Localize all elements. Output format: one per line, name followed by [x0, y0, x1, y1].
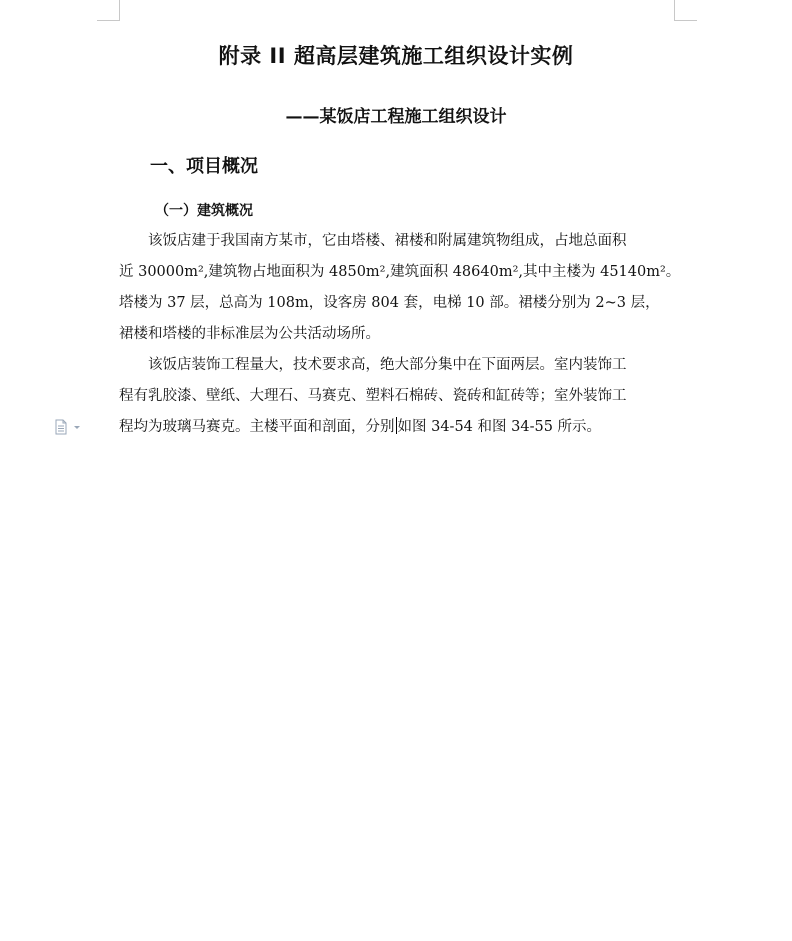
paragraph-1-line-3: 塔楼为 37 层，总高为 108m，设客房 804 套，电梯 10 部。裙楼分别为 2~3 层， [119, 295, 660, 311]
paragraph-2[interactable] [119, 350, 675, 443]
chevron-down-icon [73, 425, 81, 431]
paragraph-1-line-4: 裙楼和塔楼的非标准层为公共活动场所。 [119, 326, 380, 342]
document-title[interactable]: 附录 II 超高层建筑施工组织设计实例 [218, 44, 574, 68]
section-heading[interactable]: 一、项目概况 [150, 156, 258, 177]
crop-mark-top-left [97, 0, 120, 21]
paragraph-1[interactable] [119, 226, 681, 350]
paragraph-2-line-2: 程有乳胶漆、壁纸、大理石、马赛克、塑料石棉砖、瓷砖和缸砖等；室外装饰工 [119, 388, 627, 404]
document-subtitle[interactable]: ——某饭店工程施工组织设计 [285, 107, 507, 127]
paragraph-1-line-1: 该饭店建于我国南方某市，它由塔楼、裙楼和附属建筑物组成，占地总面积 [148, 233, 627, 249]
paragraph-2-line-3-after-cursor: 如图 34-54 和图 34-55 所示。 [397, 419, 602, 435]
subsection-heading[interactable]: （一）建筑概况 [155, 203, 253, 219]
paragraph-2-line-1: 该饭店装饰工程量大，技术要求高，绝大部分集中在下面两层。室内装饰工 [148, 357, 627, 373]
paragraph-2-line-3-before-cursor: 程均为玻璃马赛克。主楼平面和剖面，分别 [119, 419, 395, 435]
paragraph-2-line-3 [119, 412, 675, 443]
paragraph-marker[interactable] [54, 419, 84, 435]
crop-mark-top-right [674, 0, 697, 21]
paragraph-1-line-2: 近 30000m²,建筑物占地面积为 4850m²,建筑面积 48640m²,其中主楼为 45140m²。 [119, 264, 681, 280]
text-cursor [396, 417, 397, 434]
